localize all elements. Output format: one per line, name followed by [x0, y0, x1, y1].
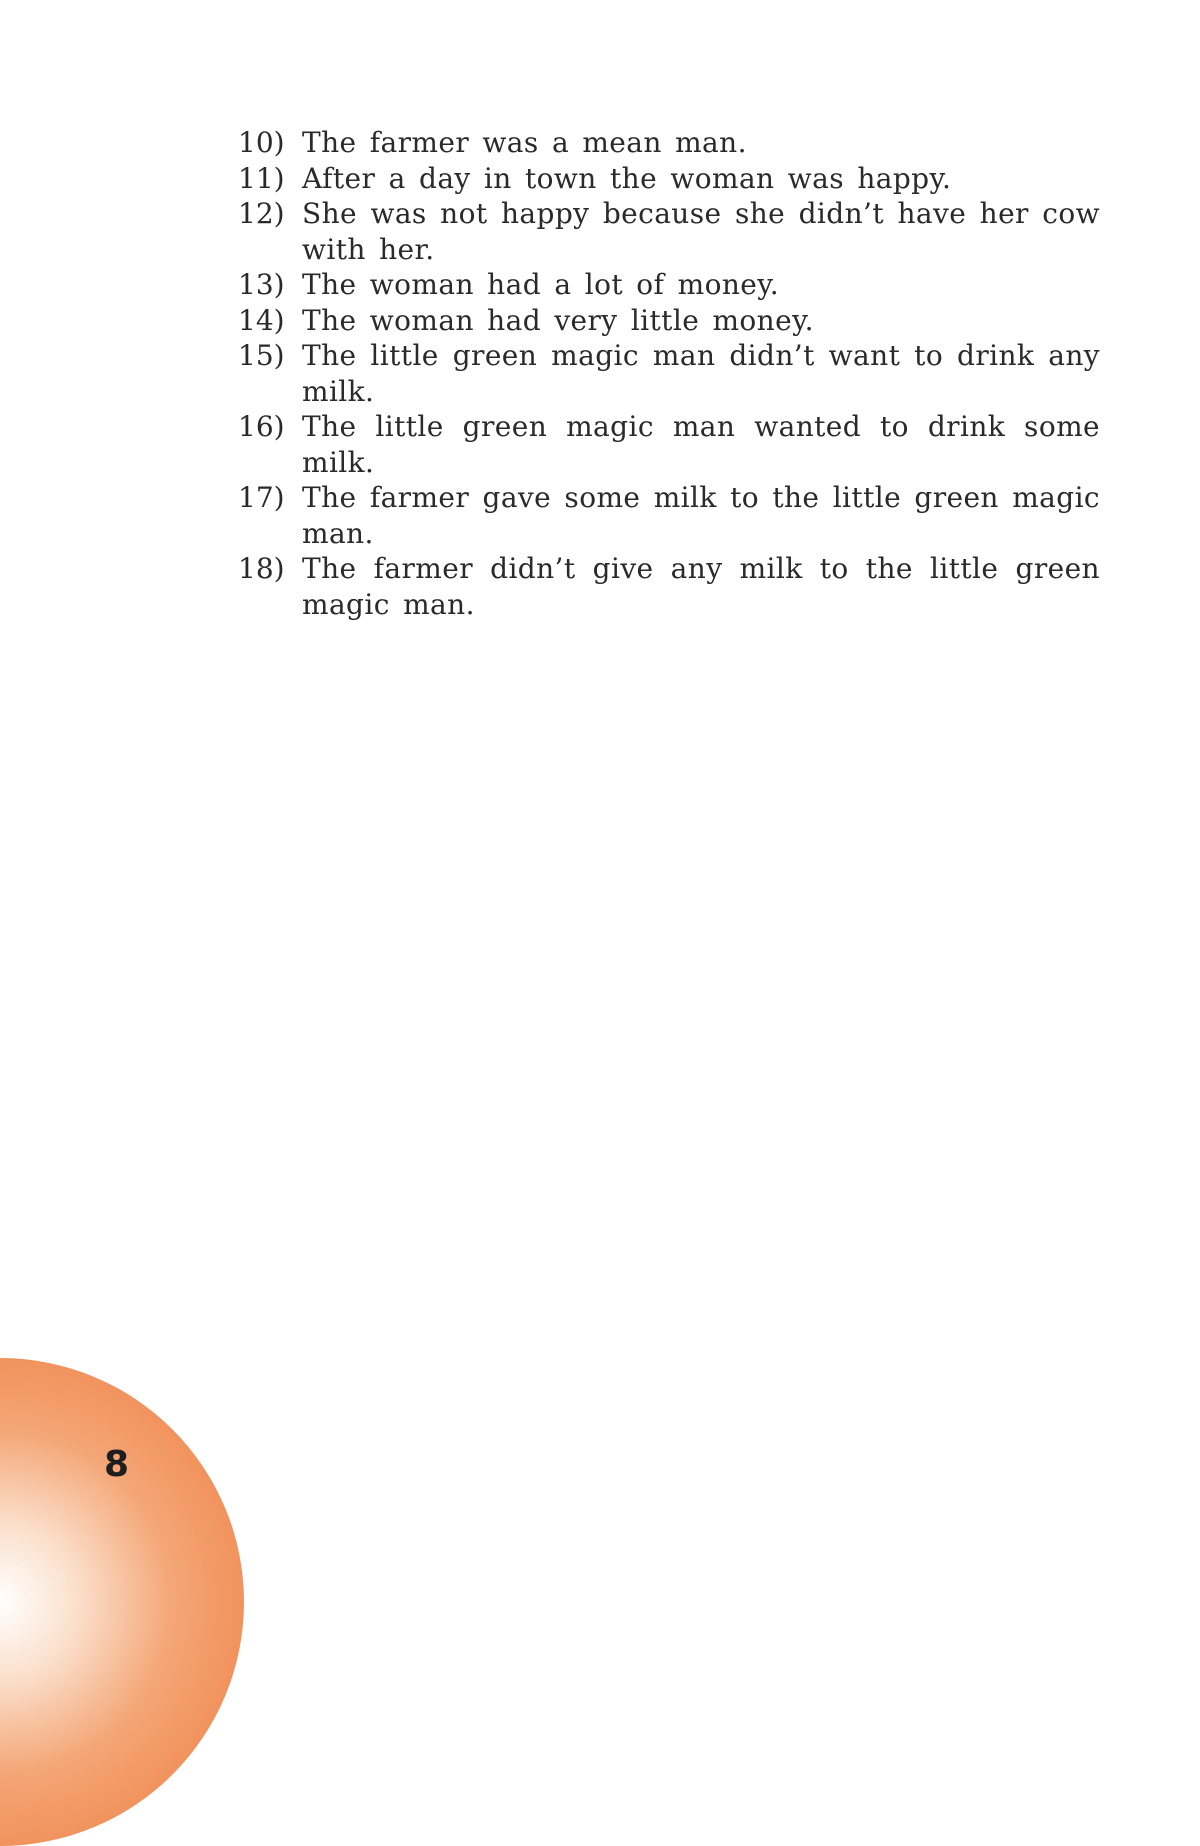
statement-item — [238, 125, 1100, 161]
page-number: 8 — [104, 1444, 130, 1485]
statement-item — [238, 303, 1100, 339]
statement-item — [238, 196, 1100, 267]
statement-text: The woman had very little money. — [302, 303, 814, 337]
statement-number: 11) — [238, 161, 285, 195]
statement-number: 16) — [238, 410, 285, 443]
statement-text: After a day in town the woman was happy. — [302, 161, 952, 195]
statement-text: The little green magic man didn’t want to drink any milk. — [302, 339, 1100, 408]
statement-item — [238, 338, 1100, 409]
statement-text: The woman had a lot of money. — [302, 268, 780, 301]
statement-item — [238, 551, 1100, 622]
statement-text: She was not happy because she didn’t have her cow with her. — [302, 197, 1100, 266]
statement-text: The farmer was a mean man. — [302, 126, 747, 159]
statement-item — [238, 480, 1100, 551]
statement-number: 12) — [238, 197, 285, 230]
statement-number: 17) — [238, 481, 285, 514]
statement-number: 15) — [238, 339, 285, 372]
statement-item — [238, 409, 1100, 480]
statement-list — [238, 125, 1100, 622]
statement-number: 14) — [238, 303, 285, 337]
statement-number: 13) — [238, 268, 285, 301]
statement-text: The little green magic man wanted to drink some milk. — [302, 410, 1100, 479]
corner-decoration — [0, 1358, 244, 1846]
statement-item — [238, 161, 1100, 197]
statement-text: The farmer gave some milk to the little green magic man. — [302, 481, 1100, 550]
statement-number: 10) — [238, 126, 285, 159]
statement-number: 18) — [238, 552, 285, 585]
statement-item — [238, 267, 1100, 303]
statement-text: The farmer didn’t give any milk to the little green magic man. — [302, 552, 1100, 621]
